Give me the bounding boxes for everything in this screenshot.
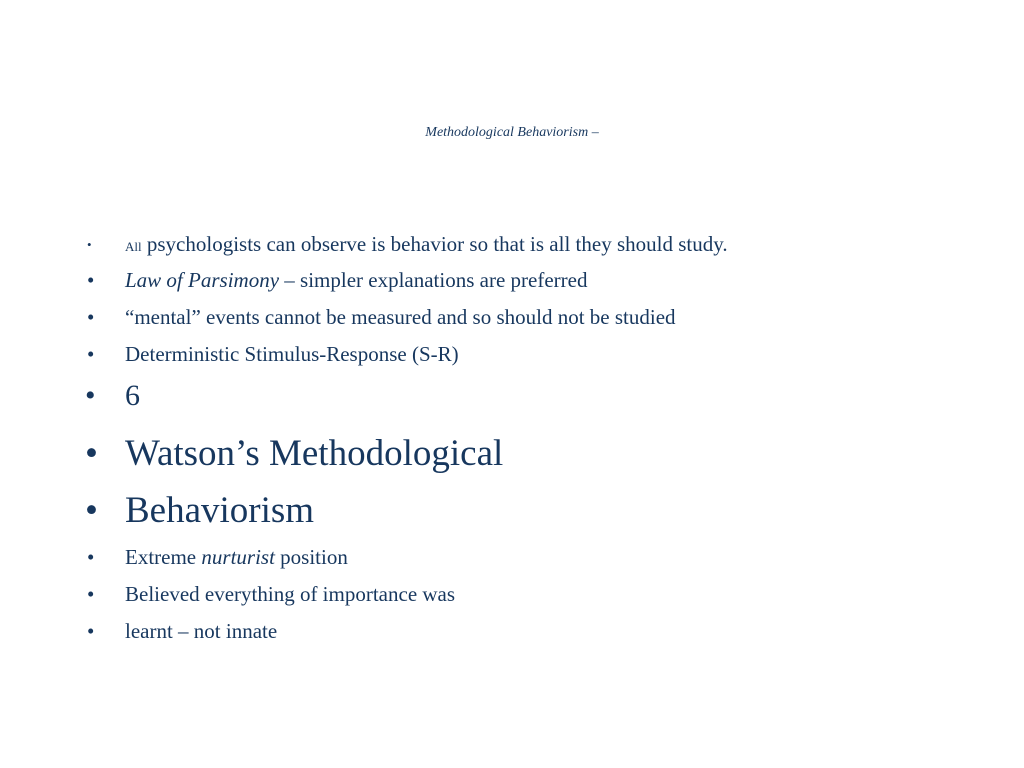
bullet-dot: • xyxy=(87,237,92,252)
bullet-text-pre: Extreme xyxy=(125,545,202,569)
bullet-text: psychologists can observe is behavior so that is all they should study. xyxy=(141,232,728,256)
bullet-dot: • xyxy=(85,433,98,474)
bullet-dot: • xyxy=(85,490,98,531)
bullet-text: Watson’s Methodological xyxy=(125,433,504,474)
bullet-dot: • xyxy=(87,342,95,366)
bullet-item xyxy=(0,342,1000,368)
bullet-lead: All xyxy=(125,239,142,254)
slide-title: Methodological Behaviorism – xyxy=(425,125,599,140)
bullet-italic: nurturist xyxy=(201,545,275,569)
bullet-item xyxy=(0,582,1000,608)
bullet-text: Deterministic Stimulus-Response (S-R) xyxy=(125,342,459,366)
bullet-item xyxy=(0,619,1000,645)
bullet-text: 6 xyxy=(125,379,140,412)
bullet-dot: • xyxy=(87,545,95,569)
bullet-dot: • xyxy=(85,379,96,412)
bullet-item xyxy=(0,305,1000,331)
bullet-dot: • xyxy=(87,582,95,606)
bullet-dot: • xyxy=(87,619,95,643)
bullet-text: Behaviorism xyxy=(125,490,315,531)
bullet-item xyxy=(0,432,1000,476)
bullet-item xyxy=(0,379,1000,419)
bullet-text: position xyxy=(274,545,348,569)
bullet-text: – simpler explanations are preferred xyxy=(279,268,588,292)
bullet-dot: • xyxy=(87,268,95,292)
bullet-dot: • xyxy=(87,305,95,329)
bullet-italic: Law of Parsimony xyxy=(125,268,280,292)
bullet-item xyxy=(0,268,1000,294)
bullet-text: Believed everything of importance was xyxy=(125,582,456,606)
bullet-item xyxy=(0,545,1000,571)
bullet-text: “mental” events cannot be measured and so should not be studied xyxy=(125,305,676,329)
bullet-item xyxy=(0,489,1000,533)
bullet-text: learnt – not innate xyxy=(125,619,278,643)
bullet-item xyxy=(0,232,1000,258)
